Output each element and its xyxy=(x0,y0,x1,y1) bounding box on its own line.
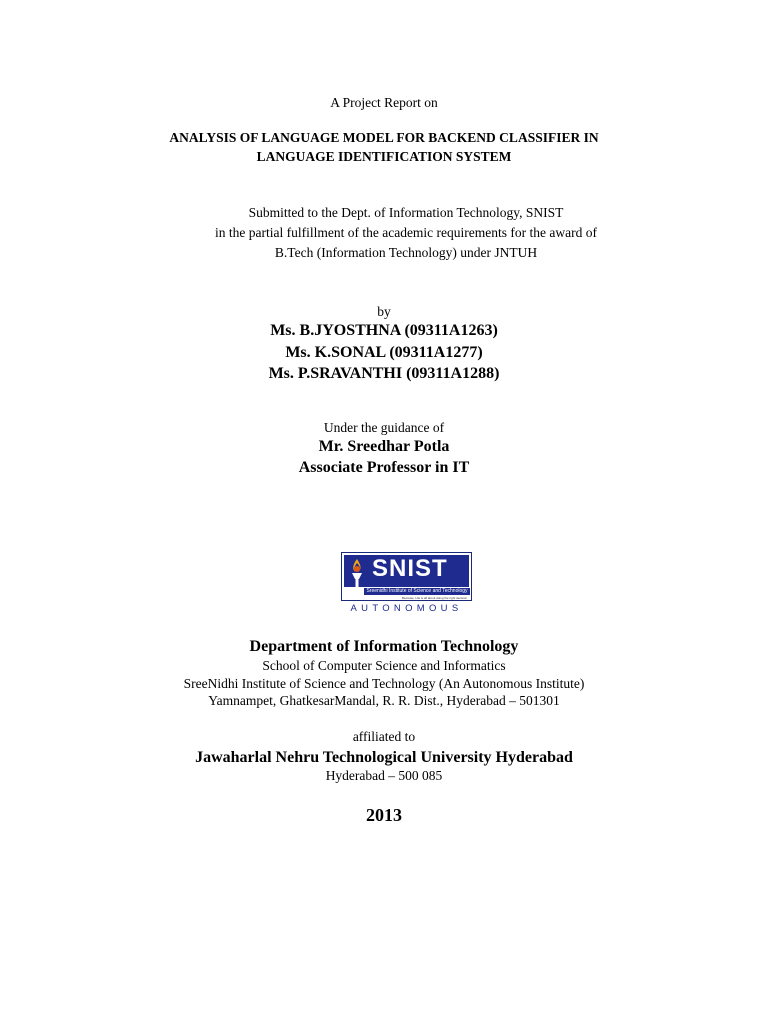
affiliation-label: affiliated to xyxy=(352,729,416,744)
report-title-line-1: ANALYSIS OF LANGUAGE MODEL FOR BACKEND CLASSIFIER IN xyxy=(169,130,599,145)
logo-autonomous: AUTONOMOUS xyxy=(350,603,463,614)
university-name: Jawaharlal Nehru Technological University Hyderabad xyxy=(195,749,573,766)
university-city: Hyderabad – 500 085 xyxy=(325,768,443,783)
author-name-2: Ms. K.SONAL (09311A1277) xyxy=(285,344,483,361)
report-title-line-2: LANGUAGE IDENTIFICATION SYSTEM xyxy=(256,149,512,164)
guide-name: Mr. Sreedhar Potla xyxy=(318,438,450,455)
report-intro: A Project Report on xyxy=(330,95,438,110)
school-name: School of Computer Science and Informatics xyxy=(262,658,506,673)
report-year: 2013 xyxy=(366,805,402,825)
submission-line-1: Submitted to the Dept. of Information Technology, SNIST xyxy=(248,205,564,220)
logo-wordmark: SNIST xyxy=(372,555,448,582)
submission-line-3: B.Tech (Information Technology) under JNTUH xyxy=(274,245,538,260)
submission-line-2: in the partial fulfillment of the academic requirements for the award of xyxy=(215,225,597,240)
logo-frame xyxy=(341,552,472,601)
logo-motto: Because, Life is all about doing the right decision xyxy=(402,596,468,600)
snist-logo xyxy=(341,552,472,616)
author-name-1: Ms. B.JYOSTHNA (09311A1263) xyxy=(270,322,498,339)
institute-address: Yamnampet, GhatkesarMandal, R. R. Dist., Hyderabad – 501301 xyxy=(208,693,560,708)
author-name-3: Ms. P.SRAVANTHI (09311A1288) xyxy=(268,365,500,382)
institute-name: SreeNidhi Institute of Science and Technology (An Autonomous Institute) xyxy=(183,676,585,691)
guide-title: Associate Professor in IT xyxy=(298,459,470,476)
department-name: Department of Information Technology xyxy=(249,638,519,655)
by-label: by xyxy=(377,304,391,319)
logo-subtitle: Sreenidhi Institute of Science and Technology xyxy=(364,588,470,595)
guidance-label: Under the guidance of xyxy=(323,420,445,435)
